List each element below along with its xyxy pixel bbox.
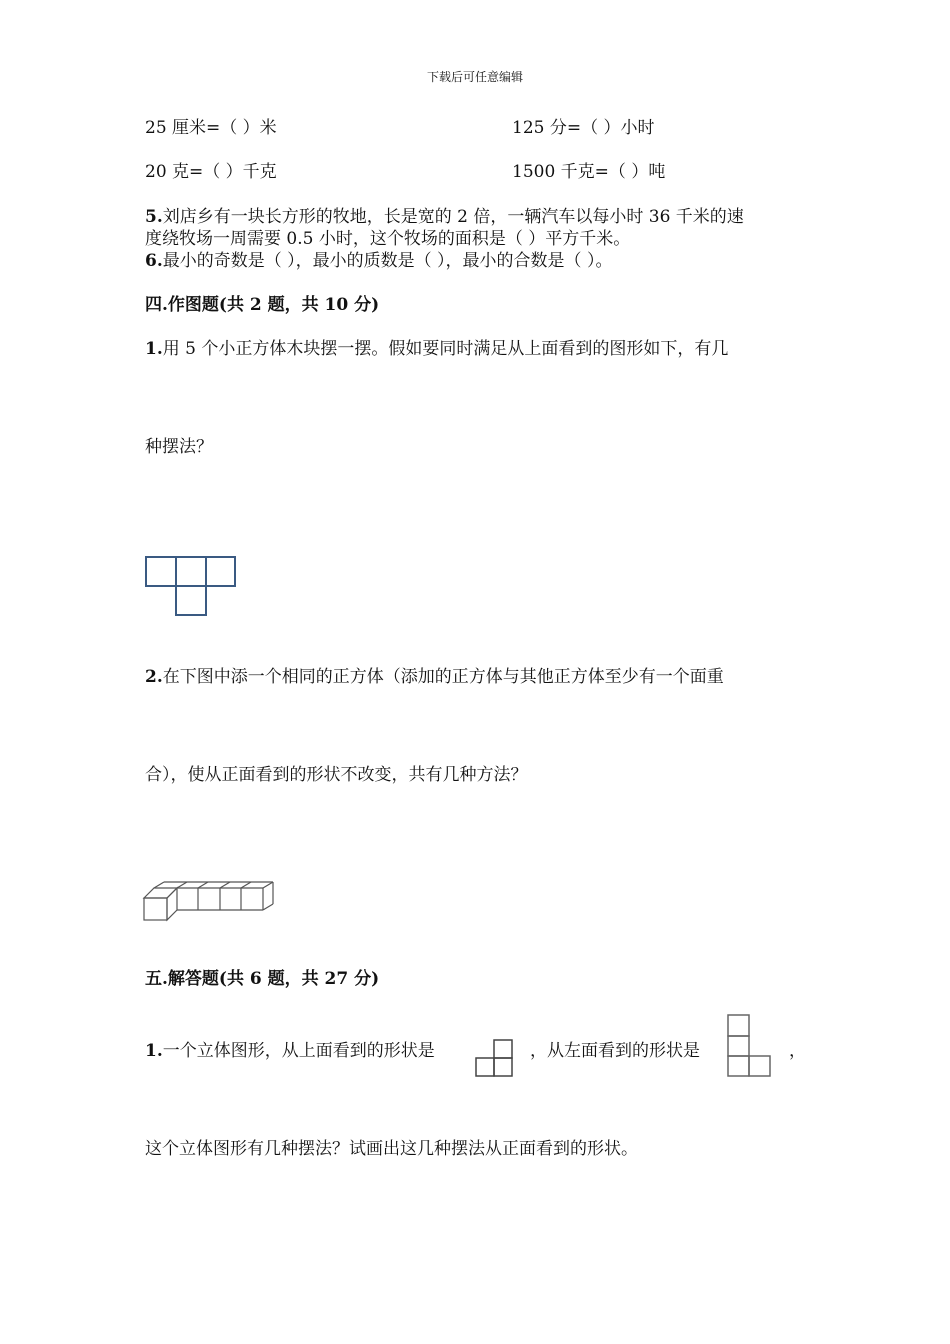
section-5-q1-text1: 一个立体图形，从上面看到的形状是 [162, 1041, 435, 1061]
top-view-square-right [206, 557, 235, 586]
section-4-question-2-line1 [145, 666, 724, 688]
top-view-square-left [146, 557, 176, 586]
top-view-square-lower-left [476, 1058, 494, 1076]
left-view-square-bottom-right [749, 1056, 770, 1076]
left-view-square-top [728, 1015, 749, 1036]
top-view-square-upper [494, 1040, 512, 1058]
top-view-square-lower-right [494, 1058, 512, 1076]
question-6-text: 最小的奇数是（ ），最小的质数是（ ），最小的合数是（ ）。 [162, 251, 613, 271]
section-5-question-1-part2: ，从左面看到的形状是 [530, 1041, 700, 1061]
question-5-line1 [145, 206, 744, 228]
top-view-square-bottom [176, 586, 206, 615]
section-5-q1-number: 1. [145, 1041, 163, 1061]
section-4-question-1-line1 [145, 338, 728, 360]
top-view-square-middle [176, 557, 206, 586]
left-view-figure [727, 1014, 773, 1079]
section-5-question-1-part1 [145, 1040, 435, 1062]
left-view-square-middle [728, 1036, 749, 1056]
section-4-q2-text1: 在下图中添一个相同的正方体（添加的正方体与其他正方体至少有一个面重 [162, 667, 724, 687]
question-5-text1: 刘店乡有一块长方形的牧地，长是宽的 2 倍，一辆汽车以每小时 36 千米的速 [162, 207, 744, 227]
section-5-question-1-part3: ， [789, 1041, 806, 1061]
question-5-number: 5. [145, 207, 163, 227]
section-4-question-1-line2: 种摆法？ [145, 437, 213, 457]
section-5-question-1-line2: 这个立体图形有几种摆法？试画出这几种摆法从正面看到的形状。 [145, 1139, 638, 1159]
front-cube-side [167, 888, 177, 920]
front-cube-face [144, 898, 167, 920]
left-view-square-bottom-left [728, 1056, 749, 1076]
question-6 [145, 250, 612, 272]
page-header: 下载后可任意编辑 [426, 70, 523, 84]
section-4-q2-number: 2. [145, 667, 163, 687]
top-view-l-figure [475, 1039, 515, 1079]
section-5-title: 五.解答题(共 6 题，共 27 分) [145, 969, 380, 989]
section-4-q1-text1: 用 5 个小正方体木块摆一摆。假如要同时满足从上面看到的图形如下，有几 [162, 339, 729, 359]
section-4-question-2-line2: 合），使从正面看到的形状不改变，共有几种方法？ [145, 765, 528, 785]
conversion-g-to-kg: 20 克=（ ）千克 [145, 162, 277, 182]
question-5-line2: 度绕牧场一周需要 0.5 小时，这个牧场的面积是（ ）平方千米。 [145, 229, 631, 249]
top-view-t-figure [145, 556, 237, 617]
section-4-q1-number: 1. [145, 339, 163, 359]
question-6-number: 6. [145, 251, 163, 271]
cube-row-figure [143, 881, 277, 923]
conversion-cm-to-m: 25 厘米=（ ）米 [145, 118, 277, 138]
conversion-kg-to-ton: 1500 千克=（ ）吨 [512, 162, 666, 182]
conversion-min-to-hour: 125 分=（ ）小时 [512, 118, 655, 138]
section-4-title: 四.作图题(共 2 题，共 10 分) [145, 295, 380, 315]
